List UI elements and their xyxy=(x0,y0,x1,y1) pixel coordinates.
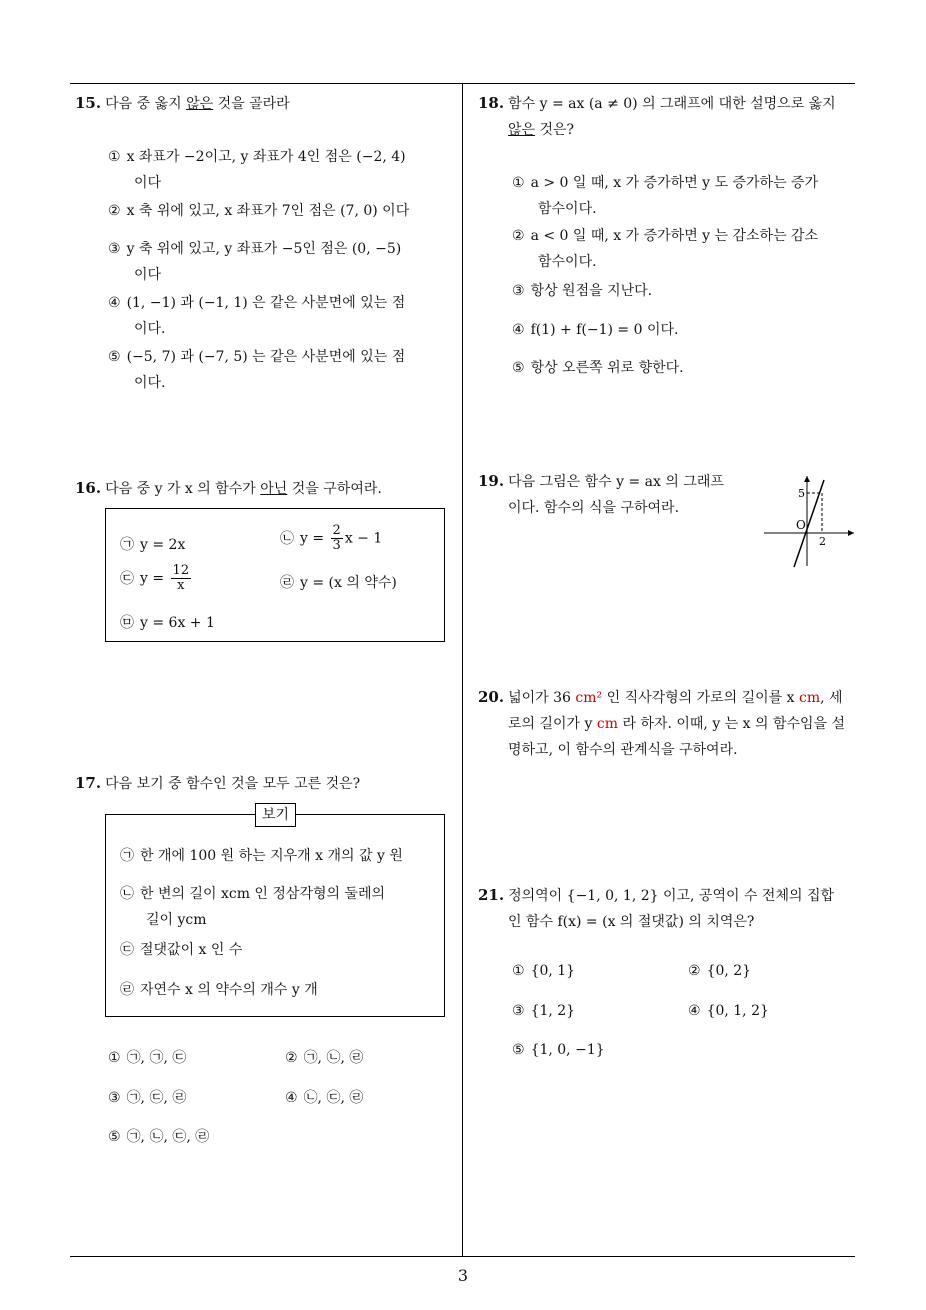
question-18: 18. 함수 y = ax (a ≠ 0) 의 그래프에 대한 설명으로 옳지 않은 것은? xyxy=(478,94,836,138)
question-21: 21. 정의역이 {−1, 0, 1, 2} 이고, 공역이 수 전체의 집합 인 함수 f(x) = (x 의 절댓값) 의 치역은? xyxy=(478,886,834,930)
q15-choice-1[interactable]: ① x 좌표가 −2이고, y 좌표가 4인 점은 (−2, 4) 이다 xyxy=(108,149,406,191)
q18-choice-2[interactable]: ② a < 0 일 때, x 가 증가하면 y 는 감소하는 감소 함수이다. xyxy=(512,228,819,270)
q16-item-2: ㉡ y = $\frac{2}{3}$ x − 1 xyxy=(280,523,383,553)
fraction: $\frac{12}{x}$ xyxy=(172,563,190,593)
unit-cm: cm xyxy=(799,690,821,706)
q15-choice-4[interactable]: ④ (1, −1) 과 (−1, 1) 은 같은 사분면에 있는 점 이다. xyxy=(108,295,406,337)
unit-cm2: cm² xyxy=(575,690,603,706)
q21-choice-1[interactable]: ① {0, 1} xyxy=(512,963,576,979)
q18-choice-4[interactable]: ④ f(1) + f(−1) = 0 이다. xyxy=(512,322,679,338)
unit-cm: cm xyxy=(596,716,619,732)
q18-choice-3[interactable]: ③ 항상 원점을 지난다. xyxy=(512,283,653,299)
question-19: 19. 다음 그림은 함수 y = ax 의 그래프 이다. 함수의 식을 구하여라. xyxy=(478,472,724,516)
q17-item-2: ㉡ 한 변의 길이 xcm 인 정삼각형의 둘레의 길이 ycm xyxy=(120,886,386,928)
q17-choice-3[interactable]: ③ ㉠, ㉢, ㉣ xyxy=(108,1090,187,1106)
y-tick-label: 5 xyxy=(798,487,805,500)
q16-item-5: ㉤ y = 6x + 1 xyxy=(120,615,215,631)
q17-item-4: ㉣ 자연수 x 의 약수의 개수 y 개 xyxy=(120,982,318,998)
q16-item-4: ㉣ y = (x 의 약수) xyxy=(280,575,397,591)
q17-choice-1[interactable]: ① ㉠, ㉠, ㉢ xyxy=(108,1050,187,1066)
column-divider xyxy=(462,83,463,1257)
question-number: 21. xyxy=(478,886,505,904)
q21-choice-5[interactable]: ⑤ {1, 0, −1} xyxy=(512,1042,605,1058)
y-axis-arrow xyxy=(804,476,810,482)
q18-choice-1[interactable]: ① a > 0 일 때, x 가 증가하면 y 도 증가하는 증가 함수이다. xyxy=(512,175,819,217)
question-number: 15. xyxy=(75,94,102,112)
question-16: 16. 다음 중 y 가 x 의 함수가 아닌 것을 구하여라. xyxy=(75,479,382,497)
q16-item-3: ㉢ y = $\frac{12}{x}$ xyxy=(120,563,190,593)
q17-choice-4[interactable]: ④ ㉡, ㉢, ㉣ xyxy=(285,1090,364,1106)
q17-choice-2[interactable]: ② ㉠, ㉡, ㉣ xyxy=(285,1050,364,1066)
q15-choice-2[interactable]: ② x 축 위에 있고, x 좌표가 7인 점은 (7, 0) 이다 xyxy=(108,203,410,219)
x-tick-label: 2 xyxy=(819,535,826,548)
q17-choice-5[interactable]: ⑤ ㉠, ㉡, ㉢, ㉣ xyxy=(108,1129,210,1145)
q21-choice-4[interactable]: ④ {0, 1, 2} xyxy=(688,1003,769,1019)
q21-choice-3[interactable]: ③ {1, 2} xyxy=(512,1003,576,1019)
question-number: 16. xyxy=(75,479,102,497)
question-20: 20. 넓이가 36 cm² 인 직사각형의 가로의 길이를 x cm, 세 로의 길이가 y cm 라 하자. 이때, y 는 x 의 함수임을 설 명하고, 이 함수의 관계식을 구하여라. xyxy=(478,688,846,758)
fraction: $\frac{2}{3}$ xyxy=(332,523,341,553)
q16-item-1: ㉠ y = 2x xyxy=(120,537,186,553)
q15-choice-3[interactable]: ③ y 축 위에 있고, y 좌표가 −5인 점은 (0, −5) 이다 xyxy=(108,241,402,283)
q21-choice-2[interactable]: ② {0, 2} xyxy=(688,963,752,979)
bogi-label: 보기 xyxy=(255,803,296,827)
question-15: 15. 다음 중 옳지 않은 것을 골라라 xyxy=(75,94,290,112)
question-number: 18. xyxy=(478,94,505,112)
question-number: 20. xyxy=(478,688,505,706)
origin-label: O xyxy=(796,518,806,532)
q19-graph xyxy=(762,474,857,569)
question-number: 19. xyxy=(478,472,505,490)
question-number: 17. xyxy=(75,774,102,792)
page-number: 3 xyxy=(457,1266,469,1285)
x-axis-arrow xyxy=(848,530,854,536)
question-17: 17. 다음 보기 중 함수인 것을 모두 고른 것은? xyxy=(75,774,361,792)
bottom-rule xyxy=(70,1256,855,1257)
q17-item-1: ㉠ 한 개에 100 원 하는 지우개 x 개의 값 y 원 xyxy=(120,848,403,864)
q15-choice-5[interactable]: ⑤ (−5, 7) 과 (−7, 5) 는 같은 사분면에 있는 점 이다. xyxy=(108,349,406,391)
q18-choice-5[interactable]: ⑤ 항상 오른쪽 위로 향한다. xyxy=(512,360,684,376)
q17-item-3: ㉢ 절댓값이 x 인 수 xyxy=(120,942,243,958)
